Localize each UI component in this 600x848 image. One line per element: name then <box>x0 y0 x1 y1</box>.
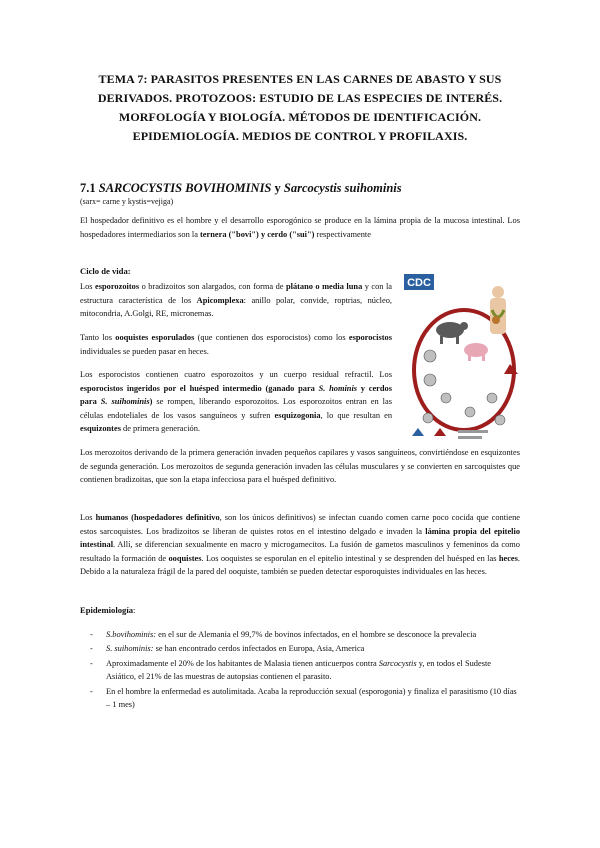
ciclo-paragraph-1: Los esporozoitos o bradizoitos son alargados, con forma de plátano o media luna y con la estructura característica de los Apicomplexa: anillo polar, convide, roptrias, núcleo, mitocondria, A.Golgi, RE, micronemas. <box>80 282 393 319</box>
pig-icon <box>464 343 488 361</box>
epidemiologia-list <box>80 628 520 712</box>
ciclo-paragraph-5: Los humanos (hospedadores definitivo, son los únicos definitivos) se infectan cuando comen carne poco cocida que contiene estos sarcoquistes. Los bradizoitos se liberan de quistes rotos en el intestino delgado e invaden la lámina propia del epitelio intestinal. Allí, se diferencian sexualmente en macro y microgamecitos. La fusión de gametos masculinos y femeninos da como resultado la formación de ooquistes. Los ooquistes se esporulan en el epitelio intestinal y se desprenden del huésped en las heces. Debido a la naturaleza frágil de la pared del ooquiste, también se pueden detectar esporoquistes individuales en las heces. <box>80 513 521 577</box>
cow-icon <box>436 322 468 344</box>
ciclo-paragraph-2: Tanto los ooquistes esporulados (que contienen dos esporocistos) como los esporocistos individuales se pueden pasar en heces. <box>80 333 392 356</box>
list-item: - S.bovihominis: en el sur de Alemania el 99,7% de bovinos infectados, en el hombre se desconoce la prevalecia <box>80 628 520 641</box>
cdc-logo-text: CDC <box>407 277 431 289</box>
section-heading: 7.1 SARCOCYSTIS BOVIHOMINIS y Sarcocystis suihominis <box>80 181 402 195</box>
ciclo-paragraph-3: Los esporocistos contienen cuatro esporozoitos y un cuerpo residual refractil. Los esporocistos ingeridos por el huésped intermedio (ganado para S. hominis y cerdos para S. suihominis) se rompen, liberando esporozoitos. Los esporozoitos entran en las células endoteliales de los vasos sanguíneos y sufren esquizogonia, lo que resultan en esquizontes de primera generación. <box>80 370 393 434</box>
ciclo-heading: Ciclo de vida: <box>80 266 131 276</box>
life-cycle-figure <box>400 270 524 450</box>
stage-images <box>423 350 505 425</box>
ciclo-paragraph-4: Los merozoitos derivando de la primera generación invaden pequeños capilares y vasos sanguíneos, convirtiéndose en esquizontes de segunda generación. Los merozoitos de segunda generación invaden las células musculares y se convierten en sarcoquistes que contienen bradizoitas, que son la etapa infecciosa para el huésped definitivo. <box>80 448 520 485</box>
page-title: TEMA 7: PARASITOS PRESENTES EN LAS CARNES DE ABASTO Y SUS DERIVADOS. PROTOZOOS: ESTUDIO DE LAS ESPECIES DE INTERÉS. MORFOLOGÍA Y BIOLOGÍA. MÉTODOS DE IDENTIFICACIÓN. EPIDEMIOLOGÍA. MEDIOS DE CONTROL Y PROFILAXIS. <box>97 72 503 143</box>
section-etymology: (sarx= carne y kystis=vejiga) <box>80 197 174 206</box>
life-cycle-diagram <box>400 270 524 450</box>
list-item: - S. suihominis: se han encontrado cerdos infectados en Europa, Asia, America <box>80 642 520 655</box>
intro-paragraph: El hospedador definitivo es el hombre y el desarrollo esporogónico se produce en la lámina propia de la mucosa intestinal. Los hospedadores intermediarios son la ternera ("bovi") y cerdo ("sui") respectivamente <box>80 216 520 239</box>
human-figure-icon <box>490 286 506 334</box>
list-item: - Aproximadamente el 20% de los habitantes de Malasia tienen anticuerpos contra Sarcocystis y, en todos el Sudeste Asiático, el 21% de las muestras de autopsias contienen el parasito. <box>80 657 520 684</box>
epidemiologia-heading: Epidemiología: <box>80 605 136 615</box>
list-item: - En el hombre la enfermedad es autolimitada. Acaba la reproducción sexual (esporogonia) y finaliza el parasitismo (10 días – 1 mes) <box>80 685 520 712</box>
